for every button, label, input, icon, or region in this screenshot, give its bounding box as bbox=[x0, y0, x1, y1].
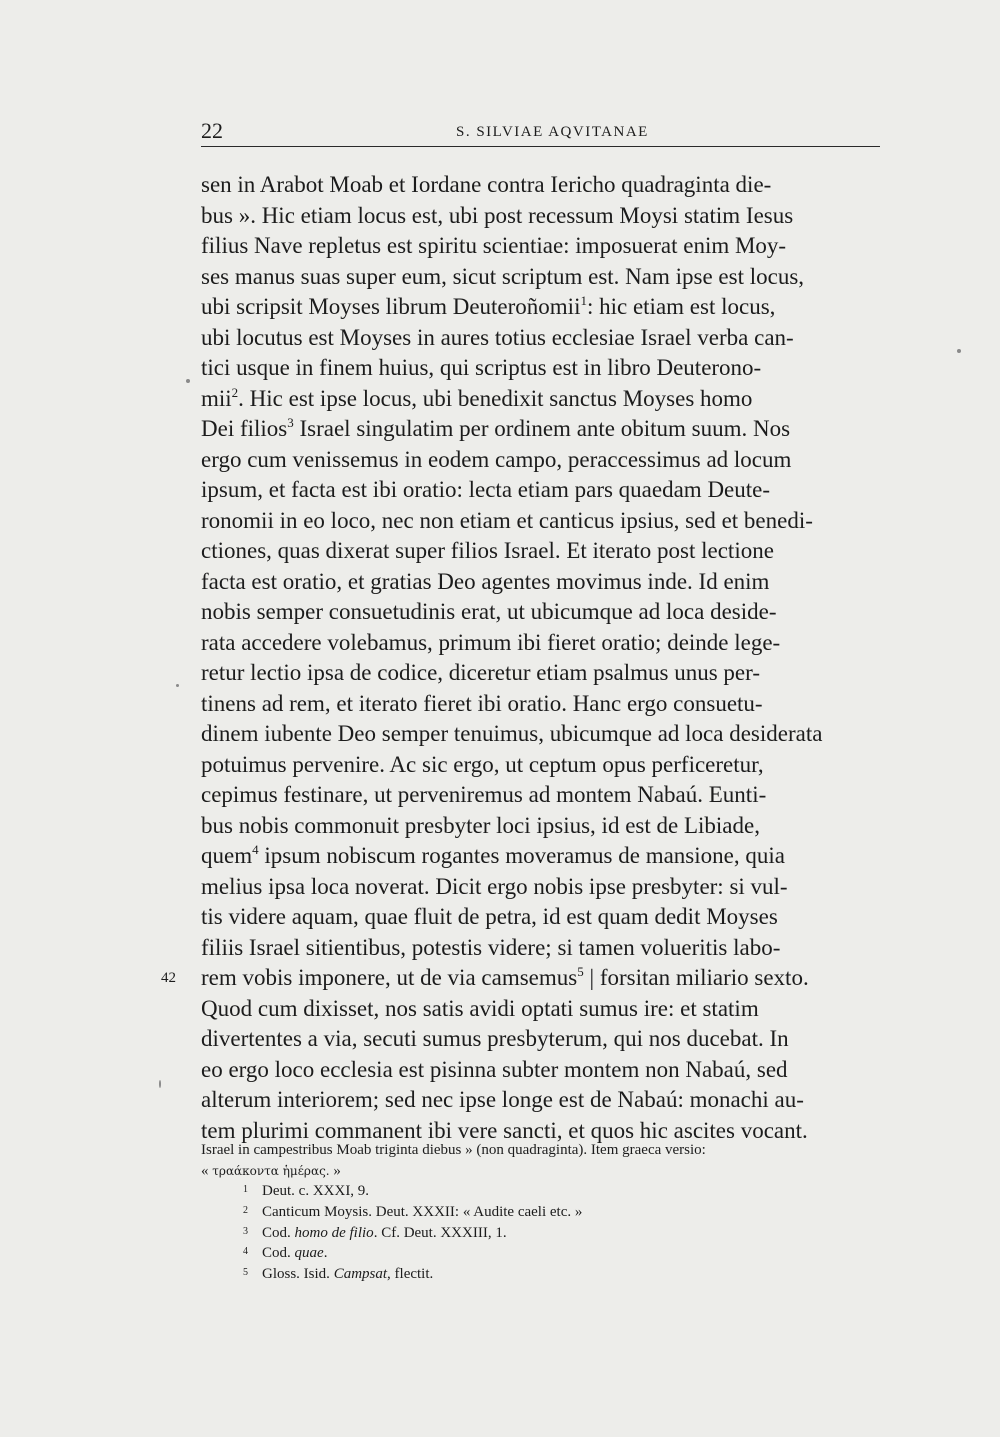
note-ref: 1 bbox=[580, 293, 587, 308]
text-segment: | forsitan miliario sexto. bbox=[583, 965, 809, 990]
footnote-mark: 3 bbox=[243, 1225, 248, 1237]
paper-speck bbox=[176, 684, 179, 687]
footnote-italic: quae bbox=[294, 1245, 324, 1262]
text-line: melius ipsa loca noverat. Dicit ergo nobis ipse presbyter: si vul- bbox=[201, 873, 788, 899]
footnote-item bbox=[201, 1223, 891, 1244]
text-segment: ipsum nobiscum rogantes moveramus de mansione, quia bbox=[258, 843, 785, 868]
footnote-text: Cod. bbox=[262, 1245, 295, 1262]
note-ref: 5 bbox=[577, 964, 584, 979]
paper-speck bbox=[186, 379, 190, 383]
text-segment: quem bbox=[201, 843, 253, 868]
main-text bbox=[161, 170, 891, 1146]
footnote-italic: Campsat bbox=[333, 1266, 388, 1283]
text-line: retur lectio ipsa de codice, diceretur etiam psalmus unus per- bbox=[201, 660, 760, 685]
footnote-text: Gloss. Isid. bbox=[262, 1266, 334, 1283]
guillemet-close: » bbox=[333, 1162, 341, 1179]
footnote-item bbox=[201, 1181, 891, 1202]
text-line: dinem iubente Deo semper tenuimus, ubicumque ad loca desiderata bbox=[201, 721, 823, 746]
text-line: ronomii in eo loco, nec non etiam et canticus ipsius, sed et benedi- bbox=[201, 507, 813, 533]
text-segment: . Hic est ipse locus, ubi benedixit sanctus Moyses homo bbox=[238, 385, 753, 411]
greek-quotation: τραάκοντα ἡμέρας. bbox=[212, 1163, 330, 1178]
text-line: sen in Arabot Moab et Iordane contra Iericho quadraginta die- bbox=[201, 172, 772, 197]
text-line: ipsum, et facta est ibi oratio: lecta etiam pars quaedam Deute- bbox=[201, 477, 771, 502]
footnote-text: Cod. bbox=[262, 1224, 295, 1241]
text-line: potuimus pervenire. Ac sic ergo, ut ceptum opus perficeretur, bbox=[201, 751, 764, 777]
text-line: facta est oratio, et gratias Deo agentes movimus inde. Id enim bbox=[201, 568, 770, 594]
text-line: nobis semper consuetudinis erat, ut ubicumque ad loca deside- bbox=[201, 599, 777, 624]
text-line: ubi locutus est Moyses in aures totius ecclesiae Israel verba can- bbox=[201, 324, 794, 350]
text-segment: : hic etiam est locus, bbox=[586, 294, 776, 319]
footnotes bbox=[201, 1140, 891, 1285]
footnote-lead-line bbox=[201, 1161, 891, 1182]
text-line: ctiones, quas dixerat super filios Israel. Et iterato post lectione bbox=[201, 538, 774, 563]
guillemet-open: « bbox=[201, 1162, 209, 1179]
note-ref: 3 bbox=[287, 415, 294, 430]
text-line: eo ergo loco ecclesia est pisinna subter montem non Nabaú, sed bbox=[201, 1056, 788, 1082]
text-line: tis videre aquam, quae fluit de petra, id est quam dedit Moyses bbox=[201, 904, 778, 929]
text-line: rata accedere volebamus, primum ibi fieret oratio; deinde lege- bbox=[201, 629, 781, 655]
page-number: 22 bbox=[201, 118, 223, 143]
margin-number: 42 bbox=[161, 970, 176, 986]
text-segment: rem vobis imponere, ut de via camsemus bbox=[201, 965, 578, 990]
footnote-italic: homo de filio bbox=[294, 1224, 374, 1241]
footnote-mark: 5 bbox=[243, 1267, 248, 1279]
text-line: tici usque in finem huius, qui scriptus est in libro Deuterono- bbox=[201, 355, 762, 380]
note-ref: 2 bbox=[231, 384, 239, 400]
footnote-text: Canticum Moysis. Deut. XXXII: « Audite caeli etc. » bbox=[262, 1204, 583, 1221]
footnote-mark: 1 bbox=[243, 1184, 248, 1196]
text-line: divertentes a via, secuti sumus presbyterum, qui nos ducebat. In bbox=[201, 1026, 789, 1051]
text-line: ergo cum venissemus in eodem campo, peraccessimus ad locum bbox=[201, 446, 792, 472]
text-line bbox=[201, 841, 891, 872]
running-head bbox=[201, 118, 880, 144]
text-segment: ubi scripsit Moyses librum Deuteroñomii bbox=[201, 294, 581, 319]
text-line: Quod cum dixisset, nos satis avidi optati sumus ire: et statim bbox=[201, 995, 759, 1021]
text-line: bus nobis commonuit presbyter loci ipsius, id est de Libiade, bbox=[201, 812, 760, 838]
text-line bbox=[201, 384, 891, 415]
footnote-text: , flectit. bbox=[387, 1266, 434, 1283]
footnote-text: . Cf. Deut. XXXIII, 1. bbox=[373, 1224, 507, 1241]
footnote-mark: 4 bbox=[243, 1246, 248, 1258]
footnote-item bbox=[201, 1264, 891, 1285]
text-segment: mii bbox=[201, 385, 232, 411]
text-line: bus ». Hic etiam locus est, ubi post recessum Moysi statim Iesus bbox=[201, 202, 794, 228]
text-segment: Dei filios bbox=[201, 416, 288, 441]
footnote-text: . bbox=[323, 1245, 328, 1262]
paper-speck bbox=[159, 1080, 161, 1088]
text-line: tem plurimi commanent ibi vere sancti, et quos hic ascites vocant. bbox=[201, 1117, 808, 1143]
text-line bbox=[201, 292, 891, 323]
footnote-item bbox=[201, 1202, 891, 1223]
text-segment: Israel singulatim per ordinem ante obitum suum. Nos bbox=[293, 416, 791, 441]
text-line: filius Nave repletus est spiritu scientiae: imposuerat enim Moy- bbox=[201, 233, 787, 258]
text-line: filiis Israel sitientibus, potestis videre; si tamen volueritis labo- bbox=[201, 934, 781, 960]
text-line: tinens ad rem, et iterato fieret ibi oratio. Hanc ergo consuetu- bbox=[201, 690, 763, 716]
text-line: alterum interiorem; sed nec ipse longe est de Nabaú: monachi au- bbox=[201, 1087, 804, 1112]
text-line: ses manus suas super eum, sicut scriptum est. Nam ipse est locus, bbox=[201, 263, 805, 289]
footnote-item bbox=[201, 1243, 891, 1264]
text-line: cepimus festinare, ut perveniremus ad montem Nabaú. Eunti- bbox=[201, 782, 767, 807]
footnote-text: Deut. c. XXXI, 9. bbox=[262, 1183, 370, 1200]
note-ref: 4 bbox=[252, 842, 259, 857]
footnote-lead-line: Israel in campestribus Moab triginta diebus » (non quadraginta). Item graeca versio: bbox=[201, 1142, 706, 1158]
footnote-mark: 2 bbox=[243, 1205, 248, 1217]
running-title: S. SILVIAE AQVITANAE bbox=[456, 124, 649, 140]
text-line bbox=[161, 963, 891, 994]
header-rule bbox=[201, 146, 880, 147]
text-line bbox=[201, 414, 891, 445]
paper-speck bbox=[957, 349, 961, 353]
